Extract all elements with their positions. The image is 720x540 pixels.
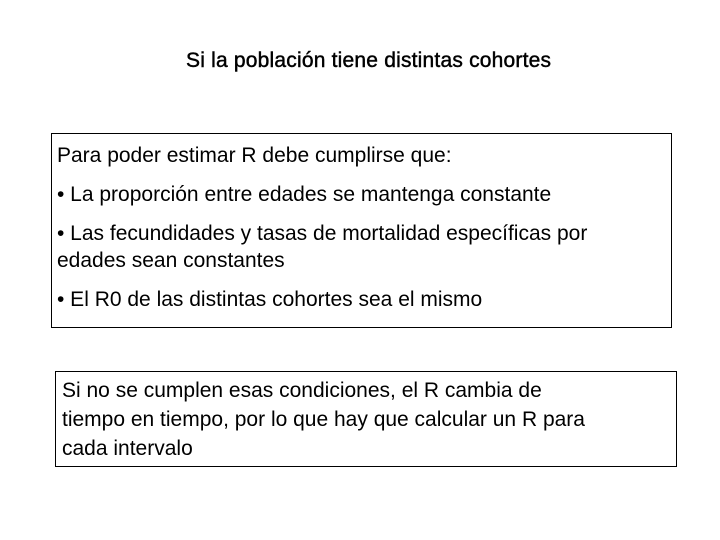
- conclusion-line-2: tiempo en tiempo, por lo que hay que calcular un R para: [62, 408, 585, 431]
- condition-item-fertility-mortality: • Las fecundidades y tasas de mortalidad específicas por: [57, 222, 588, 245]
- condition-item-fertility-mortality-cont: edades sean constantes: [57, 249, 285, 272]
- conclusion-box: [55, 371, 677, 467]
- condition-item-age-proportion: • La proporción entre edades se mantenga constante: [57, 183, 552, 206]
- page-title: Si la población tiene distintas cohortes: [186, 49, 552, 72]
- condition-item-r0: • El R0 de las distintas cohortes sea el mismo: [57, 288, 483, 311]
- conclusion-line-1: Si no se cumplen esas condiciones, el R cambia de: [62, 379, 542, 402]
- conclusion-line-3: cada intervalo: [62, 437, 193, 460]
- conditions-box: [51, 133, 672, 328]
- conditions-intro: Para poder estimar R debe cumplirse que:: [57, 144, 452, 167]
